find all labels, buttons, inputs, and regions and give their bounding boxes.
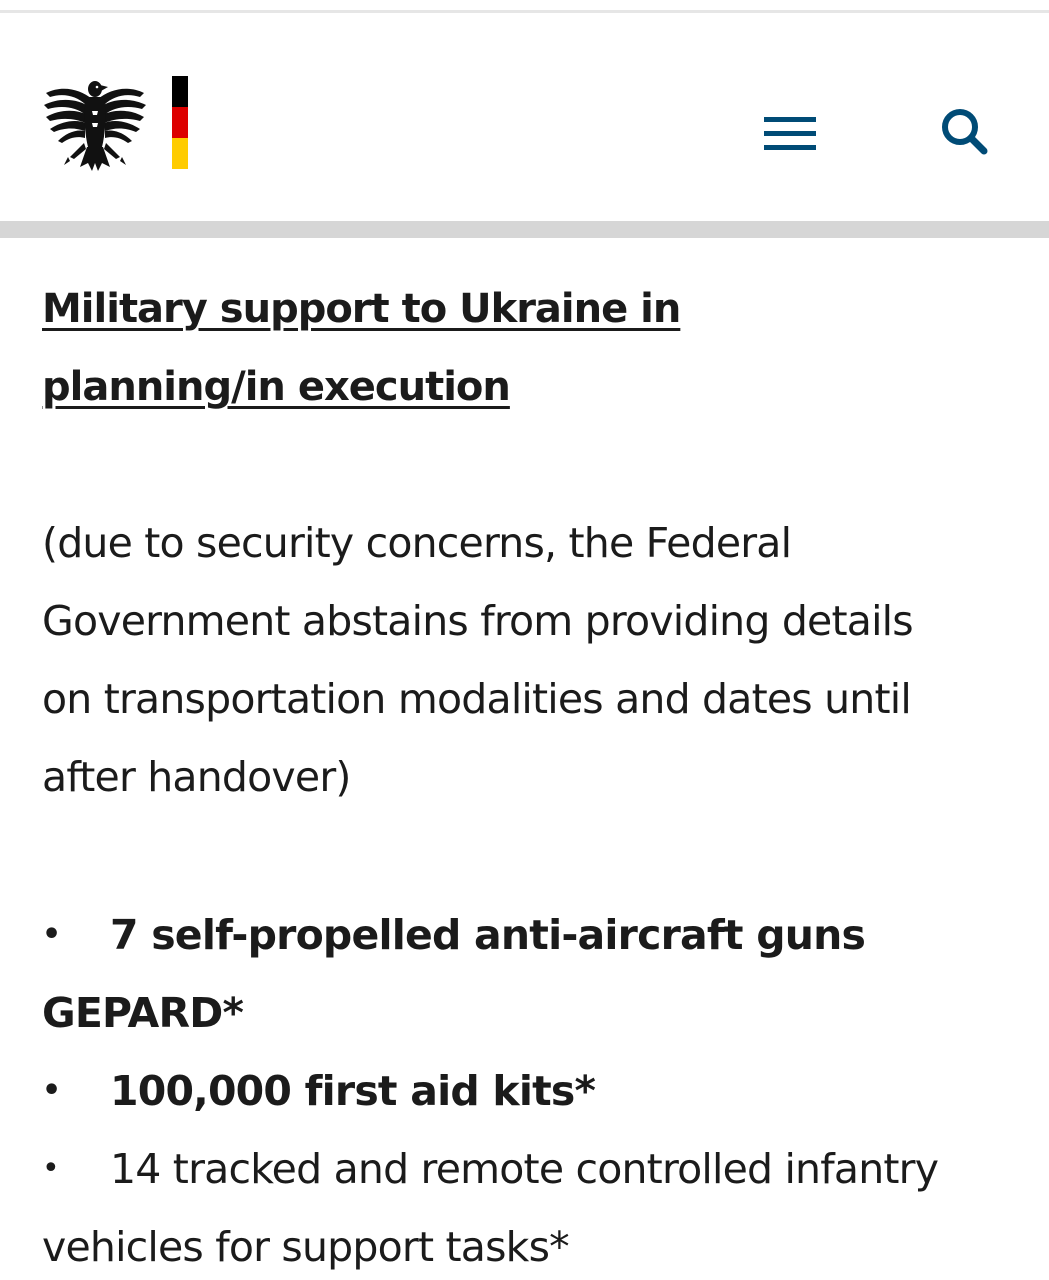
flag-stripe-gold <box>172 138 188 169</box>
search-icon <box>928 97 1000 169</box>
flag-stripe-black <box>172 76 188 107</box>
list-item <box>42 1052 972 1130</box>
bullet-glyph: • <box>42 917 61 952</box>
list-item-text: 14 tracked and remote controlled infantry vehicles for support tasks* <box>42 1145 939 1271</box>
header-divider <box>0 221 1049 238</box>
federal-eagle-icon <box>40 71 150 181</box>
section-title-link[interactable]: Military support to Ukraine in planning/in execution <box>42 286 681 410</box>
search-button[interactable] <box>928 97 1000 169</box>
main-content <box>42 270 972 1280</box>
list-item-text: 100,000 first aid kits* <box>110 1067 596 1115</box>
home-logo-link[interactable] <box>40 71 200 191</box>
bullet-glyph: • <box>42 1073 61 1108</box>
flag-stripe-red <box>172 107 188 138</box>
site-header <box>0 13 1049 221</box>
bullet-glyph: • <box>42 1151 59 1186</box>
menu-button[interactable] <box>756 105 822 163</box>
intro-paragraph: (due to security concerns, the Federal Government abstains from providing details on transportation modalities and dates until after handover) <box>42 519 913 801</box>
german-flag-bar <box>172 76 188 168</box>
list-item <box>42 896 972 1052</box>
hamburger-menu-icon <box>756 105 822 163</box>
list-item-text: 7 self-propelled anti-aircraft guns GEPARD* <box>42 911 866 1037</box>
support-items-list <box>42 896 972 1280</box>
list-item <box>42 1130 972 1280</box>
